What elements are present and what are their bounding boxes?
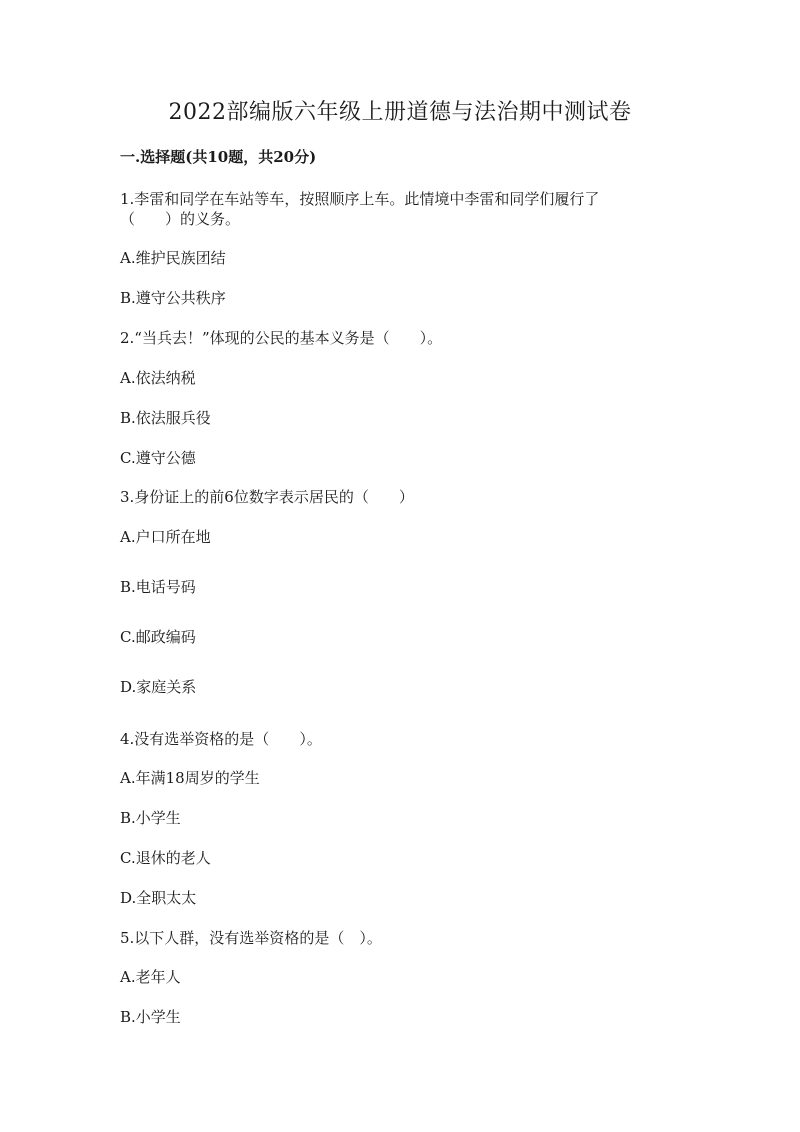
question-1-stem-line-2: （ ）的义务。 [120, 210, 241, 228]
question-4-option-d: D.全职太太 [120, 889, 197, 907]
question-4-option-b: B.小学生 [120, 809, 181, 827]
question-4-stem: 4.没有选举资格的是（ ）。 [120, 730, 322, 748]
question-4-option-a: A.年满18周岁的学生 [120, 769, 260, 787]
page-title: 2022部编版六年级上册道德与法治期中测试卷 [168, 100, 632, 125]
section-heading: 一.选择题(共10题，共20分) [120, 148, 317, 166]
question-3-option-b: B.电话号码 [120, 578, 196, 596]
question-1-option-b: B.遵守公共秩序 [120, 289, 226, 307]
question-3-option-c: C.邮政编码 [120, 628, 196, 646]
question-2-option-c: C.遵守公德 [120, 449, 196, 467]
question-1-option-a: A.维护民族团结 [120, 249, 226, 267]
question-3-option-a: A.户口所在地 [120, 528, 211, 546]
question-4-option-c: C.退休的老人 [120, 849, 211, 867]
question-5-stem: 5.以下人群，没有选举资格的是（ ）。 [120, 929, 382, 947]
question-2-option-b: B.依法服兵役 [120, 409, 211, 427]
question-2-stem: 2.“当兵去！”体现的公民的基本义务是（ ）。 [120, 329, 443, 347]
question-5-option-a: A.老年人 [120, 968, 181, 986]
question-1-stem-line-1: 1.李雷和同学在车站等车，按照顺序上车。此情境中李雷和同学们履行了 [120, 190, 600, 208]
question-5-option-b: B.小学生 [120, 1008, 181, 1026]
question-3-stem: 3.身份证上的前6位数字表示居民的（ ） [120, 488, 414, 506]
question-3-option-d: D.家庭关系 [120, 678, 197, 696]
question-2-option-a: A.依法纳税 [120, 369, 196, 387]
